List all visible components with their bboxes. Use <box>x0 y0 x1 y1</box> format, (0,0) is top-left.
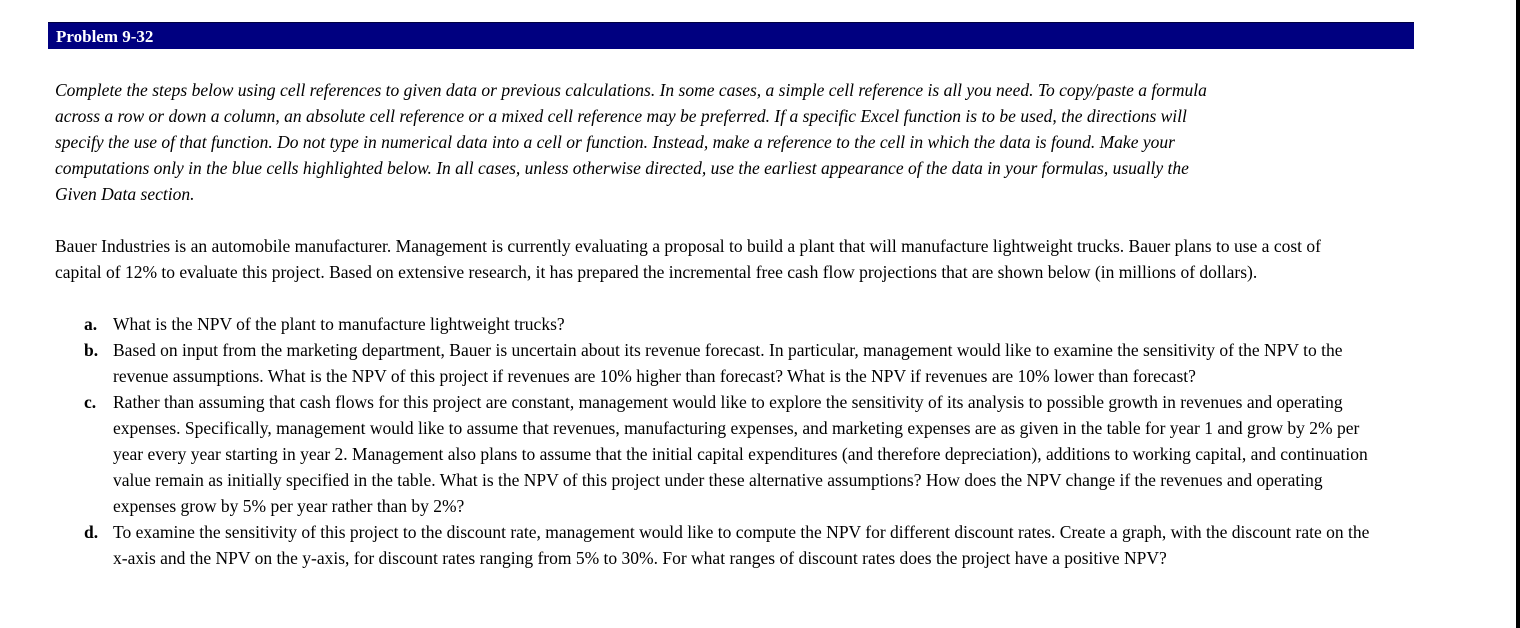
question-text: Rather than assuming that cash flows for this project are constant, management would like to explore the sensitivity of its analysis to possible growth in revenues and operating expenses. Specifically, management would like to assume that revenues, manufacturing expenses, and marketing expenses are as given in the table for year 1 and grow by 2% per year every year starting in year 2. Management also plans to assume that the initial capital expenditures (and therefore depreciation), additions to working capital, and continuation value remain as initially specified in the table. What is the NPV of this project under these alternative assumptions? How does the NPV change if the revenues and operating expenses grow by 5% per year rather than by 2%? <box>113 392 1368 516</box>
question-d <box>55 519 1375 571</box>
problem-title: Problem 9-32 <box>56 27 154 46</box>
question-letter: c. <box>84 392 97 412</box>
question-text: What is the NPV of the plant to manufacture lightweight trucks? <box>113 314 565 334</box>
question-list <box>55 311 1375 571</box>
question-a <box>55 311 1375 337</box>
question-text: To examine the sensitivity of this project to the discount rate, management would like to compute the NPV for different discount rates. Create a graph, with the discount rate on the x-axis and the NPV on the y-axis, for discount rates ranging from 5% to 30%. For what ranges of discount rates does the project have a positive NPV? <box>113 522 1370 568</box>
problem-header-bar <box>48 22 1414 49</box>
question-letter: b. <box>84 340 99 360</box>
problem-intro: Bauer Industries is an automobile manufacturer. Management is currently evaluating a proposal to build a plant that will manufacture lightweight trucks. Bauer plans to use a cost of capital of 12% to evaluate this project. Based on extensive research, it has prepared the incremental free cash flow projections that are shown below (in millions of dollars). <box>55 236 1321 282</box>
question-text: Based on input from the marketing department, Bauer is uncertain about its revenue forecast. In particular, management would like to examine the sensitivity of the NPV to the revenue assumptions. What is the NPV of this project if revenues are 10% higher than forecast? What is the NPV if revenues are 10% lower than forecast? <box>113 340 1343 386</box>
question-c <box>55 389 1375 519</box>
window-right-edge <box>1516 0 1520 628</box>
question-letter: d. <box>84 522 99 542</box>
question-b <box>55 337 1375 389</box>
instructions-text: Complete the steps below using cell references to given data or previous calculations. In some cases, a simple cell reference is all you need. To copy/paste a formula across a row or down a column, an absolute cell reference or a mixed cell reference may be preferred. If a specific Excel function is to be used, the directions will specify the use of that function. Do not type in numerical data into a cell or function. Instead, make a reference to the cell in which the data is found. Make your computations only in the blue cells highlighted below. In all cases, unless otherwise directed, use the earliest appearance of the data in your formulas, usually the Given Data section. <box>55 80 1207 204</box>
question-letter: a. <box>84 314 98 334</box>
